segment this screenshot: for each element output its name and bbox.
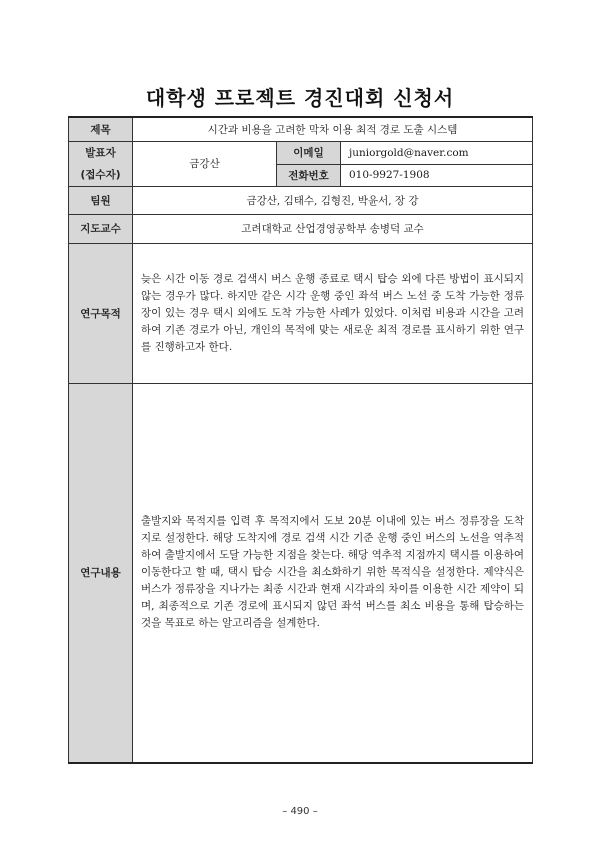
content-text: 출발지와 목적지를 입력 후 목적지에서 도보 20분 이내에 있는 버스 정류장을 도착지로 설정한다. 해당 도착지에 경로 검색 시간 기준 운행 중인 버스의 노선을 역추적하여 출발지에서 도달 가능한 지점을 찾는다. 해당 역추적 지점까지 택시를 이용하여 이동한다고 할 때, 택시 탑승 시간을 최소화하기 위한 목적식을 설정한다. 제약식은 버스가 정류장을 지나가는 최종 시간과 현재 시각과의 차이를 이용한 시간 제약이 되며, 최종적으로 기존 경로에 표시되지 않던 좌석 버스를 최소 비용을 통해 탑승하는 것을 목표로 하는 알고리즘을 설계한다. [133,383,533,763]
form-title: 대학생 프로젝트 경진대회 신청서 [145,86,455,110]
advisor-row [69,214,533,243]
project-title-label: 제목 [69,117,133,141]
advisor-label: 지도교수 [69,214,133,243]
presenter-label-line2: (접수자) [80,168,121,181]
application-form-table [68,116,533,764]
title-row [69,117,533,141]
advisor-value: 고려대학교 산업경영공학부 송병덕 교수 [133,214,533,243]
email-label: 이메일 [277,141,341,164]
content-label: 연구내용 [69,383,133,763]
presenter-row-email [69,141,533,164]
purpose-row [69,243,533,383]
team-label: 팀원 [69,186,133,214]
team-row [69,186,533,214]
phone-value: 010-9927-1908 [341,164,533,186]
purpose-label: 연구목적 [69,243,133,383]
project-title-value: 시간과 비용을 고려한 막차 이용 최적 경로 도출 시스템 [133,117,533,141]
phone-label: 전화번호 [277,164,341,186]
presenter-label [69,141,133,186]
presenter-name: 금강산 [133,141,277,186]
email-value: juniorgold@naver.com [341,141,533,164]
team-members: 금강산, 김태수, 김형진, 박윤서, 장 강 [133,186,533,214]
content-row [69,383,533,763]
presenter-label-line1: 발표자 [85,146,116,159]
purpose-text: 늦은 시간 이동 경로 검색시 버스 운행 종료로 택시 탑승 외에 다른 방법이 표시되지 않는 경우가 많다. 하지만 같은 시각 운행 중인 좌석 버스 노선 중 도착 가능한 정류장이 있는 경우 택시 외에도 도착 가능한 사례가 있었다. 이처럼 비용과 시간을 고려하여 기존 경로가 아닌, 개인의 목적에 맞는 새로운 최적 경로를 표시하기 위한 연구를 진행하고자 한다. [133,243,533,383]
page-number: – 490 – [282,806,318,817]
